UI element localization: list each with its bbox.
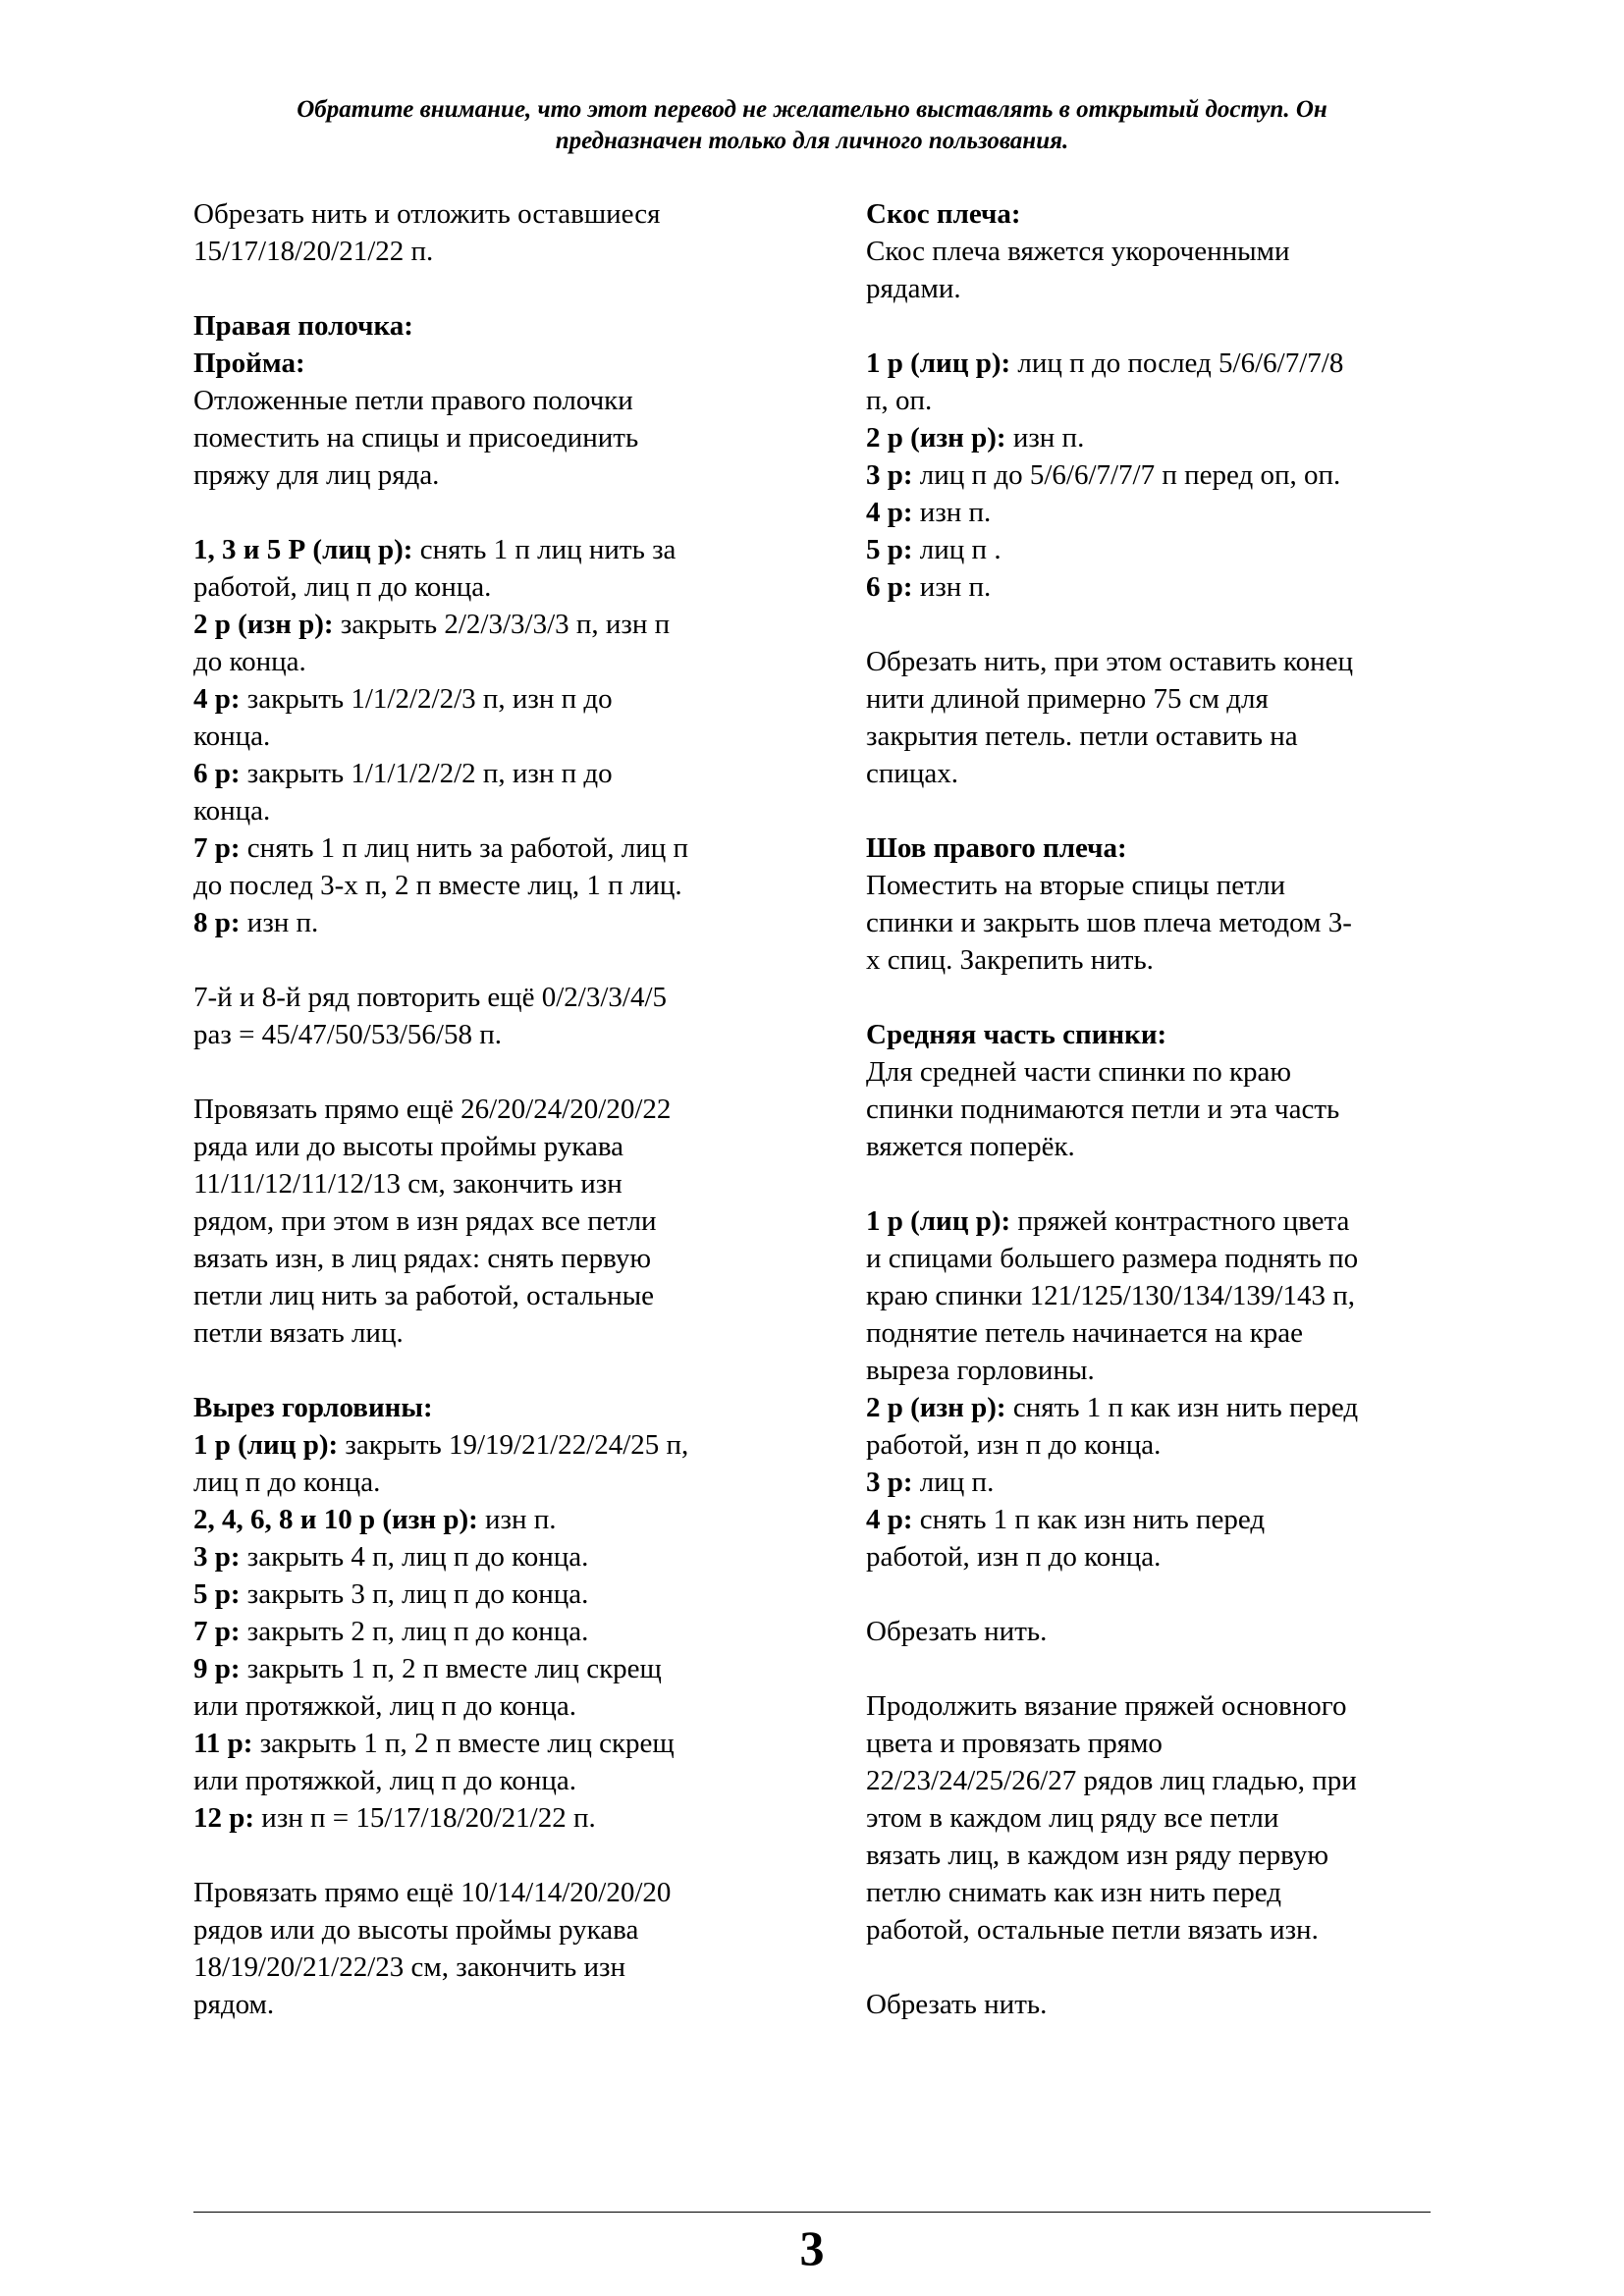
text-run: рядом, при этом в изн рядах все петли	[193, 1205, 657, 1237]
right-text-line	[866, 680, 1455, 718]
text-run: Для средней части спинки по краю	[866, 1056, 1292, 1088]
right-text-line	[866, 643, 1455, 680]
left-text-line	[193, 1091, 792, 1128]
left-text-line	[193, 1202, 792, 1240]
text-run: или протяжкой, лиц п до конца.	[193, 1690, 577, 1722]
text-run: изн п = 15/17/18/20/21/22 п.	[254, 1802, 596, 1834]
text-run: рядов или до высоты проймы рукава	[193, 1914, 639, 1946]
copyright-notice	[177, 94, 1447, 157]
left-text-line	[193, 606, 792, 643]
bold-label: Правая полочка:	[193, 310, 413, 342]
text-run: петлю снимать как изн нить перед	[866, 1877, 1281, 1908]
bold-label: 3 р:	[193, 1541, 241, 1573]
text-run: вязать лиц, в каждом изн ряду первую	[866, 1840, 1329, 1871]
right-text-line	[866, 419, 1455, 456]
right-blank-line	[866, 792, 1455, 829]
text-run: Провязать прямо ещё 26/20/24/20/20/22	[193, 1094, 672, 1125]
text-run: закрыть 1/1/1/2/2/2 п, изн п до	[240, 758, 613, 789]
bold-label: Пройма:	[193, 347, 305, 379]
left-blank-line	[193, 1352, 792, 1389]
bold-label: 2 р (изн р):	[866, 422, 1006, 454]
bold-label: Средняя часть спинки:	[866, 1019, 1167, 1050]
text-run: конца.	[193, 721, 271, 752]
right-blank-line	[866, 1650, 1455, 1687]
right-text-line	[866, 345, 1455, 382]
bold-label: 5 р:	[193, 1578, 241, 1610]
bold-label: 2 р (изн р):	[193, 609, 334, 640]
text-run: выреза горловины.	[866, 1355, 1095, 1386]
right-text-line	[866, 1352, 1455, 1389]
text-run: Скос плеча вяжется укороченными	[866, 236, 1290, 267]
left-column	[193, 195, 792, 2023]
bold-label: 4 р:	[866, 1504, 913, 1535]
text-run: работой, изн п до конца.	[866, 1541, 1162, 1573]
left-text-line	[193, 680, 792, 718]
bold-label: Вырез горловины:	[193, 1392, 433, 1423]
text-run: спинки поднимаются петли и эта часть	[866, 1094, 1340, 1125]
right-blank-line	[866, 1165, 1455, 1202]
bold-label: 6 р:	[866, 571, 913, 603]
text-run: и спицами большего размера поднять по	[866, 1243, 1359, 1274]
left-text-line	[193, 979, 792, 1016]
right-text-line	[866, 1128, 1455, 1165]
right-text-line	[866, 1986, 1455, 2023]
left-text-line	[193, 1762, 792, 1799]
text-run: п, оп.	[866, 385, 933, 416]
left-text-line	[193, 1949, 792, 1986]
right-blank-line	[866, 1949, 1455, 1986]
left-text-line	[193, 1575, 792, 1613]
text-run: изн п.	[912, 497, 992, 528]
text-run: снять 1 п как изн нить перед	[912, 1504, 1266, 1535]
text-run: этом в каждом лиц ряду все петли	[866, 1802, 1279, 1834]
right-blank-line	[866, 979, 1455, 1016]
right-text-line	[866, 1202, 1455, 1240]
left-blank-line	[193, 941, 792, 979]
left-text-line	[193, 904, 792, 941]
text-run: Обрезать нить.	[866, 1989, 1048, 2020]
right-text-line	[866, 1687, 1455, 1725]
bold-label: 1 р (лиц р):	[866, 347, 1011, 379]
right-text-line	[866, 1091, 1455, 1128]
left-text-line	[193, 568, 792, 606]
text-run: ряда или до высоты проймы рукава	[193, 1131, 624, 1162]
right-text-line	[866, 1501, 1455, 1538]
text-run: изн п.	[477, 1504, 557, 1535]
bold-label: Шов правого плеча:	[866, 832, 1127, 864]
left-text-line	[193, 1314, 792, 1352]
right-text-line	[866, 1911, 1455, 1949]
bold-label: 11 р:	[193, 1728, 253, 1759]
right-text-line	[866, 1240, 1455, 1277]
text-run: изн п.	[1005, 422, 1085, 454]
text-run: до послед 3-х п, 2 п вместе лиц, 1 п лиц.	[193, 870, 682, 901]
right-text-line	[866, 941, 1455, 979]
text-run: поместить на спицы и присоединить	[193, 422, 639, 454]
text-run: 15/17/18/20/21/22 п.	[193, 236, 434, 267]
right-text-line	[866, 531, 1455, 568]
text-run: петли вязать лиц.	[193, 1317, 404, 1349]
text-run: Обрезать нить и отложить оставшиеся	[193, 198, 661, 230]
text-run: Обрезать нить, при этом оставить конец	[866, 646, 1354, 677]
left-text-line	[193, 1538, 792, 1575]
right-text-line	[866, 1837, 1455, 1874]
left-text-line	[193, 1240, 792, 1277]
text-run: пряжей контрастного цвета	[1010, 1205, 1350, 1237]
left-text-line	[193, 792, 792, 829]
left-text-line	[193, 718, 792, 755]
right-text-line	[866, 829, 1455, 867]
right-text-line	[866, 1277, 1455, 1314]
text-run: цвета и провязать прямо	[866, 1728, 1163, 1759]
left-blank-line	[193, 1053, 792, 1091]
left-text-line	[193, 1501, 792, 1538]
right-blank-line	[866, 1575, 1455, 1613]
text-run: изн п.	[240, 907, 319, 938]
bold-label: 12 р:	[193, 1802, 255, 1834]
bold-label: 1 р (лиц р):	[866, 1205, 1011, 1237]
text-run: нити длиной примерно 75 см для	[866, 683, 1269, 715]
left-text-line	[193, 1165, 792, 1202]
right-text-line	[866, 867, 1455, 904]
text-run: 11/11/12/11/12/13 см, закончить изн	[193, 1168, 623, 1200]
page-number: 3	[799, 2220, 825, 2275]
text-run: конца.	[193, 795, 271, 827]
bold-label: 9 р:	[193, 1653, 241, 1684]
left-text-line	[193, 307, 792, 345]
right-text-line	[866, 1613, 1455, 1650]
bold-label: 7 р:	[193, 832, 241, 864]
left-text-line	[193, 382, 792, 419]
text-run: рядом.	[193, 1989, 275, 2020]
text-run: Поместить на вторые спицы петли	[866, 870, 1286, 901]
left-text-line	[193, 233, 792, 270]
text-run: закрыть 2 п, лиц п до конца.	[240, 1616, 589, 1647]
bold-label: 2 р (изн р):	[866, 1392, 1006, 1423]
bold-label: 3 р:	[866, 1467, 913, 1498]
left-text-line	[193, 867, 792, 904]
right-text-line	[866, 1874, 1455, 1911]
left-text-line	[193, 755, 792, 792]
text-run: закрыть 1 п, 2 п вместе лиц скрещ	[240, 1653, 662, 1684]
text-run: снять 1 п лиц нить за работой, лиц п	[240, 832, 689, 864]
left-text-line	[193, 1128, 792, 1165]
text-run: поднятие петель начинается на крае	[866, 1317, 1304, 1349]
text-run: пряжу для лиц ряда.	[193, 459, 440, 491]
right-column	[866, 195, 1455, 2023]
text-run: 22/23/24/25/26/27 рядов лиц гладью, при	[866, 1765, 1357, 1796]
right-text-line	[866, 1016, 1455, 1053]
right-text-line	[866, 568, 1455, 606]
text-run: спинки и закрыть шов плеча методом 3-	[866, 907, 1352, 938]
text-run: закрыть 1 п, 2 п вместе лиц скрещ	[252, 1728, 675, 1759]
right-text-line	[866, 382, 1455, 419]
right-text-line	[866, 1389, 1455, 1426]
text-run: работой, изн п до конца.	[866, 1429, 1162, 1461]
text-run: снять 1 п как изн нить перед	[1005, 1392, 1359, 1423]
text-run: работой, остальные петли вязать изн.	[866, 1914, 1319, 1946]
right-text-line	[866, 1762, 1455, 1799]
text-run: лиц п до послед 5/6/6/7/7/8	[1010, 347, 1344, 379]
left-text-line	[193, 1650, 792, 1687]
left-text-line	[193, 1911, 792, 1949]
text-run: Провязать прямо ещё 10/14/14/20/20/20	[193, 1877, 672, 1908]
right-text-line	[866, 718, 1455, 755]
right-text-line	[866, 1464, 1455, 1501]
text-run: лиц п.	[912, 1467, 995, 1498]
footer-rule	[193, 2212, 1431, 2213]
notice-line-2: предназначен только для личного пользования.	[555, 128, 1069, 154]
right-text-line	[866, 1426, 1455, 1464]
right-text-line	[866, 1538, 1455, 1575]
right-text-line	[866, 270, 1455, 307]
left-blank-line	[193, 494, 792, 531]
notice-line-1: Обратите внимание, что этот перевод не желательно выставлять в открытый доступ. Он	[297, 96, 1327, 123]
bold-label: 6 р:	[193, 758, 241, 789]
left-text-line	[193, 1016, 792, 1053]
text-run: лиц п до конца.	[193, 1467, 381, 1498]
left-text-line	[193, 419, 792, 456]
right-text-line	[866, 195, 1455, 233]
right-text-line	[866, 456, 1455, 494]
text-run: 18/19/20/21/22/23 см, закончить изн	[193, 1951, 625, 1983]
text-run: спицах.	[866, 758, 959, 789]
text-run: закрыть 3 п, лиц п до конца.	[240, 1578, 589, 1610]
text-run: вяжется поперёк.	[866, 1131, 1075, 1162]
text-run: Обрезать нить.	[866, 1616, 1048, 1647]
text-run: изн п.	[912, 571, 992, 603]
text-run: закрыть 19/19/21/22/24/25 п,	[338, 1429, 689, 1461]
left-text-line	[193, 195, 792, 233]
right-text-line	[866, 1725, 1455, 1762]
text-run: петли лиц нить за работой, остальные	[193, 1280, 654, 1311]
text-run: Отложенные петли правого полочки	[193, 385, 633, 416]
right-text-line	[866, 755, 1455, 792]
text-run: краю спинки 121/125/130/134/139/143 п,	[866, 1280, 1355, 1311]
text-run: или протяжкой, лиц п до конца.	[193, 1765, 577, 1796]
left-text-line	[193, 1426, 792, 1464]
left-text-line	[193, 531, 792, 568]
text-run: снять 1 п лиц нить за	[412, 534, 677, 565]
text-run: Продолжить вязание пряжей основного	[866, 1690, 1347, 1722]
right-text-line	[866, 494, 1455, 531]
left-text-line	[193, 1277, 792, 1314]
left-text-line	[193, 1464, 792, 1501]
left-text-line	[193, 1687, 792, 1725]
text-run: закрытия петель. петли оставить на	[866, 721, 1298, 752]
text-run: работой, лиц п до конца.	[193, 571, 492, 603]
text-run: лиц п до 5/6/6/7/7/7 п перед оп, оп.	[912, 459, 1341, 491]
right-text-line	[866, 904, 1455, 941]
bold-label: 2, 4, 6, 8 и 10 р (изн р):	[193, 1504, 478, 1535]
text-run: закрыть 4 п, лиц п до конца.	[240, 1541, 589, 1573]
left-text-line	[193, 643, 792, 680]
text-run: х спиц. Закрепить нить.	[866, 944, 1154, 976]
left-text-line	[193, 1613, 792, 1650]
bold-label: 7 р:	[193, 1616, 241, 1647]
bold-label: 8 р:	[193, 907, 241, 938]
right-text-line	[866, 1314, 1455, 1352]
left-text-line	[193, 1986, 792, 2023]
text-run: до конца.	[193, 646, 306, 677]
left-text-line	[193, 829, 792, 867]
left-text-line	[193, 1725, 792, 1762]
right-blank-line	[866, 307, 1455, 345]
bold-label: 1, 3 и 5 Р (лиц р):	[193, 534, 413, 565]
left-blank-line	[193, 1837, 792, 1874]
right-blank-line	[866, 606, 1455, 643]
bold-label: Скос плеча:	[866, 198, 1021, 230]
left-text-line	[193, 456, 792, 494]
right-text-line	[866, 1053, 1455, 1091]
text-run: раз = 45/47/50/53/56/58 п.	[193, 1019, 502, 1050]
left-text-line	[193, 345, 792, 382]
bold-label: 3 р:	[866, 459, 913, 491]
text-run: закрыть 1/1/2/2/2/3 п, изн п до	[240, 683, 613, 715]
left-text-line	[193, 1799, 792, 1837]
text-run: 7-й и 8-й ряд повторить ещё 0/2/3/3/4/5	[193, 982, 668, 1013]
right-text-line	[866, 1799, 1455, 1837]
right-text-line	[866, 233, 1455, 270]
left-blank-line	[193, 270, 792, 307]
bold-label: 5 р:	[866, 534, 913, 565]
left-text-line	[193, 1389, 792, 1426]
text-run: рядами.	[866, 273, 961, 304]
text-run: лиц п .	[912, 534, 1001, 565]
text-run: вязать изн, в лиц рядах: снять первую	[193, 1243, 651, 1274]
text-run: закрыть 2/2/3/3/3/3 п, изн п	[333, 609, 671, 640]
bold-label: 1 р (лиц р):	[193, 1429, 339, 1461]
left-text-line	[193, 1874, 792, 1911]
bold-label: 4 р:	[866, 497, 913, 528]
bold-label: 4 р:	[193, 683, 241, 715]
